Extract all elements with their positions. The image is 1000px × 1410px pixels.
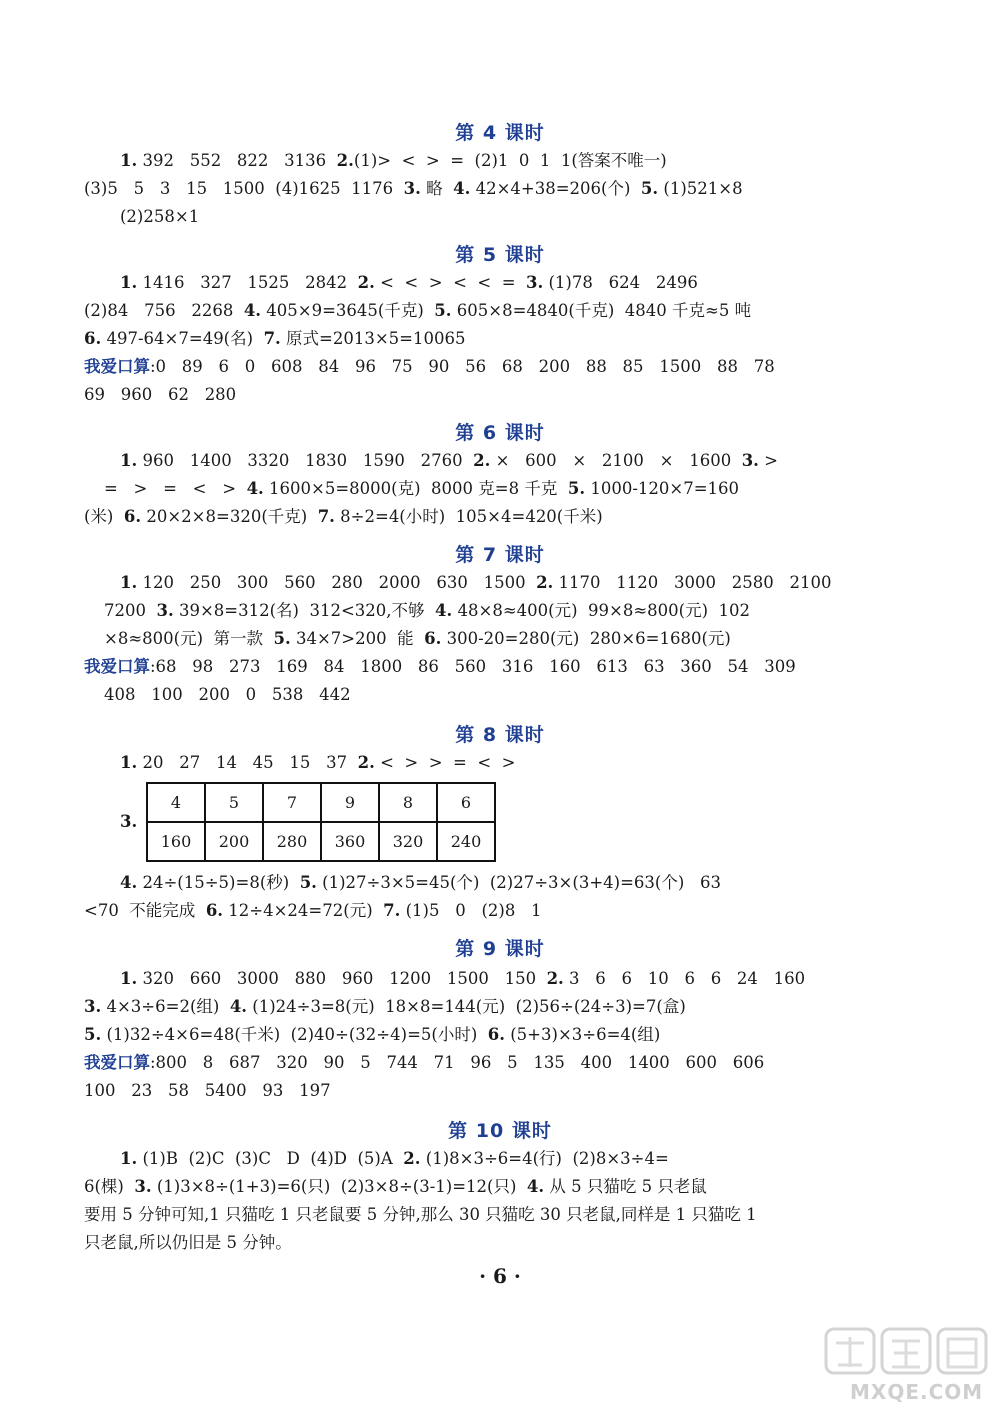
- answer-text: (5+3)×3÷6=4(组): [505, 1025, 661, 1044]
- answer-text: 20×2×8=320(千克): [141, 507, 318, 526]
- answer-text: 605×8=4840(千克) 4840 千克≈5 吨: [451, 301, 752, 320]
- section-title-lesson-10: 第 10 课时: [448, 1120, 552, 1142]
- q-number: 5.: [84, 1025, 102, 1044]
- oral-calc-label: 我爱口算: [84, 657, 150, 676]
- q-number: 4.: [246, 479, 264, 498]
- oral-answers: :68 98 273 169 84 1800 86 560 316 160 613 63 360 54 309: [150, 657, 796, 676]
- q-number: 2.: [357, 753, 375, 772]
- lesson-7-line-3: [104, 628, 731, 650]
- q-number: 3.: [526, 273, 544, 292]
- answer-text: 3 6 6 10 6 6 24 160: [563, 969, 806, 988]
- answer-text: >: [758, 451, 778, 470]
- answer-text: 1170 1120 3000 2580 2100: [553, 573, 832, 592]
- table-cell: 6: [437, 783, 495, 822]
- answer-text: 20 27 14 45 15 37: [137, 753, 358, 772]
- q-number: 5.: [640, 179, 659, 198]
- answer-text: 320 660 3000 880 960 1200 1500 150: [137, 969, 547, 988]
- answer-text: (2)84 756 2268: [84, 301, 244, 320]
- answer-text: < < > < < =: [374, 273, 527, 292]
- q-number: 6.: [487, 1025, 505, 1044]
- answer-text: 从 5 只猫吃 5 只老鼠: [544, 1177, 707, 1196]
- q-number: 5.: [567, 479, 586, 498]
- answer-text: 392 552 822 3136: [137, 151, 337, 170]
- lesson-7-oral-line-1: [84, 656, 796, 678]
- answer-text: (1)B (2)C (3)C D (4)D (5)A: [137, 1149, 404, 1168]
- answer-text: = > = < >: [104, 479, 247, 498]
- lesson-9-line-2: [84, 996, 686, 1018]
- lesson-9-oral-line-1: [84, 1052, 764, 1074]
- section-title-lesson-7: 第 7 课时: [455, 544, 545, 566]
- answer-text: (1)32÷4×6=48(千米) (2)40÷(32÷4)=5(小时): [101, 1025, 488, 1044]
- page-number: · 6 ·: [479, 1264, 521, 1288]
- answer-text: <70 不能完成: [84, 901, 206, 920]
- answer-text: 8÷2=4(小时) 105×4=420(千米): [334, 507, 603, 526]
- lesson-8-line-4: [120, 872, 721, 894]
- q-number: 3.: [84, 997, 102, 1016]
- answer-text: < > > = < >: [374, 753, 516, 772]
- lesson-7-line-2: [104, 600, 750, 622]
- q-number: 5.: [299, 873, 317, 892]
- table-cell: 4: [147, 783, 205, 822]
- lesson-5-oral-line-2: 69 960 62 280: [84, 385, 237, 404]
- answer-text: 48×8≈400(元) 99×8≈800(元) 102: [452, 601, 750, 620]
- oral-calc-label: 我爱口算: [84, 357, 150, 376]
- lesson-10-line-4: 只老鼠,所以仍旧是 5 分钟。: [84, 1233, 292, 1252]
- answer-text: (1)3×8÷(1+3)=6(只) (2)3×8÷(3-1)=12(只): [151, 1177, 527, 1196]
- table-cell: 8: [379, 783, 437, 822]
- answer-text: (1)24÷3=8(元) 18×8=144(元) (2)56÷(24÷3)=7(盒): [247, 997, 686, 1016]
- q-number: 5.: [434, 301, 452, 320]
- q-number: 7.: [317, 507, 335, 526]
- table-cell: 5: [205, 783, 263, 822]
- lesson-4-line-2: [84, 178, 743, 200]
- table-cell: 9: [321, 783, 379, 822]
- q-number: 2.: [536, 573, 554, 592]
- q-number: 1.: [120, 753, 138, 772]
- answer-text: 4×3÷6=2(组): [101, 997, 230, 1016]
- table-cell: 7: [263, 783, 321, 822]
- lesson-10-line-2: [84, 1176, 707, 1198]
- lesson-9-line-3: [84, 1024, 660, 1046]
- lesson-7-line-1: [120, 572, 831, 594]
- q-number: 3.: [156, 601, 174, 620]
- oral-answers: :800 8 687 320 90 5 744 71 96 5 135 400 1400 600 606: [150, 1053, 765, 1072]
- q-number: 6.: [84, 329, 102, 348]
- oral-answers: :0 89 6 0 608 84 96 75 90 56 68 200 88 85 1500 88 78: [150, 357, 775, 376]
- section-title-lesson-6: 第 6 课时: [455, 422, 545, 444]
- q-number: 2.: [546, 969, 564, 988]
- lesson-4-line-3: (2)258×1: [120, 207, 200, 226]
- lesson-5-line-2: [84, 300, 751, 322]
- q-number: 6.: [205, 901, 224, 920]
- lesson-7-oral-line-2: 408 100 200 0 538 442: [104, 685, 351, 704]
- q-number: 4.: [229, 997, 248, 1016]
- section-title-lesson-4: 第 4 课时: [455, 122, 545, 144]
- q-number: 4.: [435, 601, 453, 620]
- table-cell: 200: [205, 822, 263, 861]
- table-cell: 280: [263, 822, 321, 861]
- lesson-9-oral-line-2: 100 23 58 5400 93 197: [84, 1081, 331, 1100]
- answer-text: (1)78 624 2496: [543, 273, 698, 292]
- watermark-text: MXQE.COM: [850, 1380, 984, 1404]
- q-number: 1.: [120, 1149, 138, 1168]
- table-cell: 320: [379, 822, 437, 861]
- q-number: 3.: [403, 179, 421, 198]
- lesson-10-line-1: [120, 1148, 669, 1170]
- q-number: 6.: [424, 629, 442, 648]
- answer-text: 960 1400 3320 1830 1590 2760: [137, 451, 474, 470]
- q-number: 4.: [120, 873, 138, 892]
- q-number: 4.: [453, 179, 471, 198]
- answer-text: 120 250 300 560 280 2000 630 1500: [137, 573, 537, 592]
- q-number: 1.: [120, 969, 138, 988]
- answer-text: (1)8×3÷6=4(行) (2)8×3÷4=: [420, 1149, 669, 1168]
- answer-text: 24÷(15÷5)=8(秒): [137, 873, 300, 892]
- answer-table: [146, 782, 496, 862]
- lesson-4-line-1: [120, 150, 667, 172]
- answer-text: 6(棵): [84, 1177, 135, 1196]
- answer-text: 42×4+38=206(个): [470, 179, 641, 198]
- answer-text: 略: [420, 179, 454, 198]
- answer-text: (米): [84, 507, 124, 526]
- answer-text: 300-20=280(元) 280×6=1680(元): [441, 629, 731, 648]
- answer-text: 1000-120×7=160: [585, 479, 740, 498]
- q-number: 1.: [120, 573, 138, 592]
- answer-text: (1)27÷3×5=45(个) (2)27÷3×(3+4)=63(个) 63: [316, 873, 722, 892]
- section-title-lesson-9: 第 9 课时: [455, 938, 545, 960]
- lesson-6-line-1: [120, 450, 778, 472]
- table-cell: 240: [437, 822, 495, 861]
- q-number: 3.: [134, 1177, 152, 1196]
- section-title-lesson-5: 第 5 课时: [455, 244, 545, 266]
- table-cell: 360: [321, 822, 379, 861]
- table-row: [147, 822, 495, 861]
- answer-text: (1)521×8: [658, 179, 743, 198]
- answer-text: 497-64×7=49(名): [101, 329, 264, 348]
- answer-text: (1)5 0 (2)8 1: [400, 901, 542, 920]
- lesson-6-line-3: [84, 506, 603, 528]
- answer-text: 1600×5=8000(克) 8000 克=8 千克: [263, 479, 568, 498]
- q-number: 4.: [526, 1177, 545, 1196]
- q-number: 1.: [120, 451, 138, 470]
- oral-calc-label: 我爱口算: [84, 1053, 150, 1072]
- q-number: 3.: [741, 451, 759, 470]
- lesson-9-line-1: [120, 968, 805, 990]
- answer-text: ×8≈800(元) 第一款: [104, 629, 274, 648]
- q-number: 6.: [123, 507, 142, 526]
- q-number: 2.: [336, 151, 354, 170]
- lesson-8-line-5: [84, 900, 542, 922]
- answer-text: 7200: [104, 601, 157, 620]
- q-number: 5.: [273, 629, 291, 648]
- q-number: 4.: [243, 301, 262, 320]
- lesson-10-line-3: 要用 5 分钟可知,1 只猫吃 1 只老鼠要 5 分钟,那么 30 只猫吃 30 只老鼠,同样是 1 只猫吃 1: [84, 1205, 757, 1224]
- answer-text: (1)> < > = (2)1 0 1 1(答案不唯一): [353, 151, 667, 170]
- q-number: 7.: [263, 329, 281, 348]
- answer-text: 39×8=312(名) 312<320,不够: [173, 601, 436, 620]
- q-number: 2.: [473, 451, 491, 470]
- q-number: 7.: [383, 901, 401, 920]
- q-number: 1.: [120, 151, 138, 170]
- lesson-5-oral-line-1: [84, 356, 775, 378]
- q-number: 2.: [403, 1149, 421, 1168]
- section-title-lesson-8: 第 8 课时: [455, 724, 545, 746]
- table-cell: 160: [147, 822, 205, 861]
- answer-text: 34×7>200 能: [290, 629, 425, 648]
- q-number: 2.: [357, 273, 375, 292]
- answer-text: (3)5 5 3 15 1500 (4)1625 1176: [84, 179, 404, 198]
- q3-number: 3.: [120, 812, 138, 831]
- table-row: [147, 783, 495, 822]
- answer-text: 405×9=3645(千克): [261, 301, 435, 320]
- answer-text: 12÷4×24=72(元): [223, 901, 384, 920]
- lesson-5-line-1: [120, 272, 698, 294]
- answer-text: 1416 327 1525 2842: [137, 273, 358, 292]
- lesson-8-line-1: [120, 752, 516, 774]
- lesson-6-line-2: [104, 478, 739, 500]
- q-number: 1.: [120, 273, 138, 292]
- answer-text: 原式=2013×5=10065: [280, 329, 466, 348]
- answer-text: × 600 × 2100 × 1600: [490, 451, 742, 470]
- lesson-5-line-3: [84, 328, 466, 350]
